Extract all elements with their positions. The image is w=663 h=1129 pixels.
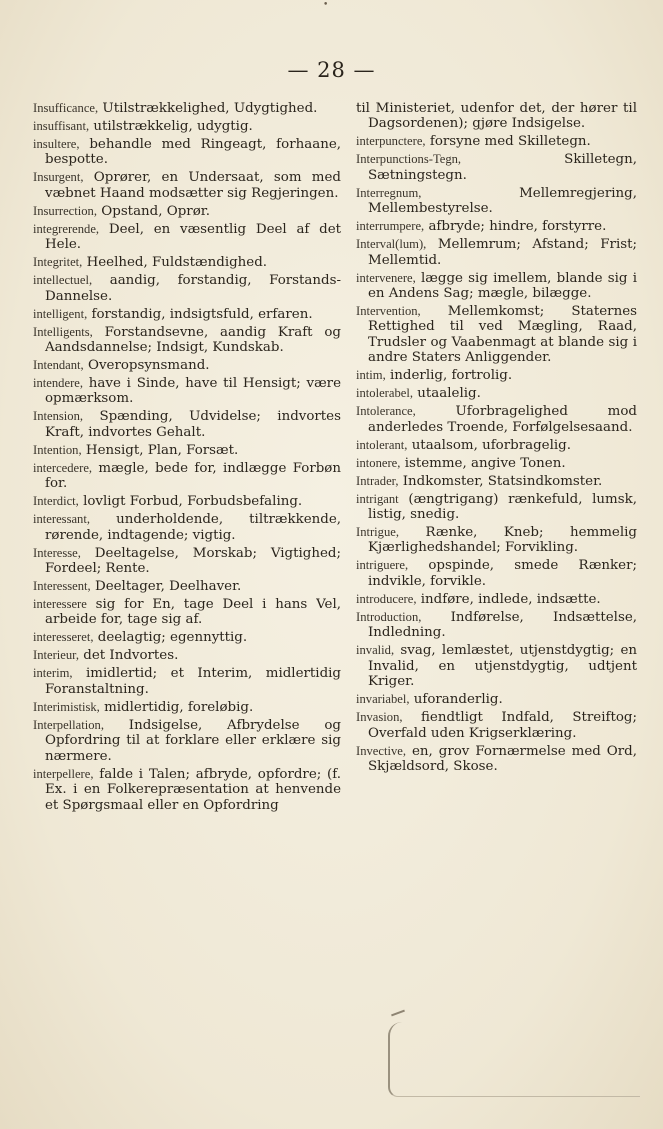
dictionary-entry xyxy=(33,461,341,492)
dictionary-entry xyxy=(356,186,637,217)
entry-definition: Mellemkomst; Staternes Rettighed til ved Mægling, Raad, Trudsler og Vaabenmagt at blande sig i andre Staters Anliggender. xyxy=(368,304,637,366)
entry-headword: intolerant, xyxy=(356,437,408,452)
entry-definition: istemme, angive Tonen. xyxy=(404,455,566,471)
dictionary-entry xyxy=(356,134,637,149)
dictionary-entry xyxy=(356,610,637,641)
entry-headword: Intrader, xyxy=(356,473,399,488)
entry-definition: Indførelse, Indsættelse, Indledning. xyxy=(368,609,637,641)
entry-headword: Intrigue, xyxy=(356,525,400,540)
left-column xyxy=(33,101,341,816)
dictionary-entry xyxy=(33,666,341,697)
entry-definition: sig for En, tage Deel i hans Vel, arbeide for, tage sig af. xyxy=(45,597,341,628)
entry-definition: (ængtrigang) rænkefuld, lumsk, listig, snedig. xyxy=(368,491,637,523)
dictionary-entry xyxy=(33,222,341,253)
entry-definition: utaalsom, uforbragelig. xyxy=(411,437,571,453)
dictionary-entry xyxy=(33,119,341,134)
entry-definition: mægle, bede for, indlægge Forbøn for. xyxy=(45,460,341,492)
dictionary-entry xyxy=(33,170,341,201)
entry-definition: Forstandsevne, aandig Kraft og Aandsdannelse; Indsigt, Kundskab. xyxy=(45,324,341,356)
entry-headword: Intelligents, xyxy=(33,324,93,339)
dictionary-entry xyxy=(33,137,341,168)
dictionary-entry xyxy=(33,630,341,645)
dictionary-entry xyxy=(356,271,637,302)
entry-headword: Intolerance, xyxy=(356,404,416,419)
dictionary-entry xyxy=(356,368,637,383)
entry-headword: interessere xyxy=(33,597,87,612)
entry-definition: Heelhed, Fuldstændighed. xyxy=(86,255,268,271)
dictionary-entry xyxy=(356,525,637,556)
dictionary-entry xyxy=(33,546,341,577)
entry-headword: Interimistisk, xyxy=(33,699,100,714)
entry-definition: det Indvortes. xyxy=(83,648,179,664)
dictionary-entry xyxy=(356,492,637,523)
dictionary-entry xyxy=(33,648,341,663)
entry-headword: invariabel, xyxy=(356,692,410,707)
dictionary-entry xyxy=(33,512,341,543)
entry-headword: Interieur, xyxy=(33,648,79,663)
entry-definition: en, grov Fornærmelse med Ord, Skjældsord, Skose. xyxy=(368,743,638,774)
entry-definition: behandle med Ringeagt, forhaane, bespotte. xyxy=(45,137,341,168)
entry-definition: Hensigt, Plan, Forsæt. xyxy=(85,442,239,458)
entry-definition: Uforbragelighed mod anderledes Troende, Forfølgelsesaand. xyxy=(368,404,637,435)
entry-headword: intonere, xyxy=(356,455,401,470)
dictionary-entry xyxy=(356,152,637,183)
dictionary-entry xyxy=(356,404,637,435)
entry-definition: Skilletegn, Sætningstegn. xyxy=(368,152,637,183)
dictionary-entry xyxy=(33,579,341,594)
entry-definition: lægge sig imellem, blande sig i en Andens Sag; mægle, bilægge. xyxy=(368,270,637,302)
entry-headword: intelligent, xyxy=(33,306,88,321)
dictionary-entry xyxy=(356,438,637,453)
entry-headword: Interdict, xyxy=(33,494,79,509)
entry-headword: Interpellation, xyxy=(33,717,104,732)
dictionary-entry xyxy=(33,255,341,270)
dictionary-entry xyxy=(356,474,637,489)
dictionary-entry xyxy=(33,307,341,322)
entry-headword: intim, xyxy=(356,368,386,383)
entry-headword: insuffisant, xyxy=(33,119,90,133)
entry-definition: deelagtig; egennyttig. xyxy=(97,630,248,646)
entry-definition: uforanderlig. xyxy=(413,692,503,708)
dictionary-entry xyxy=(356,237,637,268)
dictionary-entry xyxy=(356,558,637,589)
entry-definition: Utilstrækkelighed, Udygtighed. xyxy=(102,101,318,116)
dictionary-entry xyxy=(33,767,341,813)
entry-headword: intellectuel, xyxy=(33,273,93,288)
entry-definition: Mellemrum; Afstand; Frist; Mellemtid. xyxy=(368,237,637,268)
dictionary-entry xyxy=(356,219,637,234)
entry-definition: indføre, indlede, indsætte. xyxy=(420,591,601,607)
entry-headword: intercedere, xyxy=(33,460,93,475)
dictionary-entry xyxy=(356,592,637,607)
entry-definition: underholdende, tiltrækkende, rørende, indtagende; vigtig. xyxy=(45,512,341,543)
entry-definition: Indsigelse, Afbrydelse og Opfordring til at forklare eller erklære sig nærmere. xyxy=(45,717,341,764)
entry-headword: Interesse, xyxy=(33,545,81,560)
ink-bracket-mark xyxy=(388,1022,640,1097)
entry-headword: Intendant, xyxy=(33,358,84,373)
entry-headword: Invasion, xyxy=(356,710,403,725)
entry-headword: Intension, xyxy=(33,409,84,424)
entry-headword: Integritet, xyxy=(33,255,83,270)
entry-definition: afbryde; hindre, forstyrre. xyxy=(428,219,607,235)
entry-definition: have i Sinde, have til Hensigt; være opmærksom. xyxy=(45,376,341,407)
entry-headword: Insurgent, xyxy=(33,170,84,185)
entry-definition: Deeltager, Deelhaver. xyxy=(94,579,242,595)
entry-headword: Insufficance, xyxy=(33,101,99,115)
entry-definition: Spænding, Udvidelse; indvortes Kraft, indvortes Gehalt. xyxy=(45,409,341,440)
entry-headword: Interregnum, xyxy=(356,185,422,200)
dictionary-entry xyxy=(356,456,637,471)
entry-headword: Invective, xyxy=(356,743,406,758)
right-column xyxy=(356,101,637,777)
entry-definition: forsyne med Skilletegn. xyxy=(429,134,591,150)
entry-headword: interrumpere, xyxy=(356,219,425,234)
entry-headword: Intention, xyxy=(33,442,82,457)
entry-definition: imidlertid; et Interim, midlertidig Foranstaltning. xyxy=(45,666,341,697)
top-mark: • xyxy=(323,0,329,10)
entry-headword: insultere, xyxy=(33,137,80,151)
entry-definition: Deeltagelse, Morskab; Vigtighed; Fordeel; Rente. xyxy=(45,545,341,577)
dictionary-entry xyxy=(33,443,341,458)
page-number: — 28 — xyxy=(287,58,376,82)
entry-definition: Opstand, Oprør. xyxy=(101,203,210,219)
entry-headword: intriguere, xyxy=(356,558,409,573)
dictionary-entry xyxy=(33,358,341,373)
entry-headword: intendere, xyxy=(33,376,83,391)
dictionary-entry xyxy=(33,597,341,628)
dictionary-entry xyxy=(33,101,341,116)
dictionary-entry xyxy=(33,204,341,219)
entry-headword: intervenere, xyxy=(356,270,416,285)
dictionary-entry xyxy=(356,710,637,741)
dictionary-entry xyxy=(33,718,341,764)
bracket-tick-mark xyxy=(391,1010,405,1017)
dictionary-entry xyxy=(33,700,341,715)
entry-definition: svag, lemlæstet, utjenstdygtig; en Invalid, en utjenstdygtig, udtjent Kriger. xyxy=(368,643,637,690)
dictionary-entry xyxy=(33,273,341,304)
entry-definition: Rænke, Kneb; hemmelig Kjærlighedshandel; Forvikling. xyxy=(368,525,637,556)
entry-headword: interesseret, xyxy=(33,630,94,645)
entry-headword: interessant, xyxy=(33,512,91,527)
entry-definition: utilstrækkelig, udygtig. xyxy=(93,119,253,134)
entry-headword: Intervention, xyxy=(356,304,421,319)
dictionary-entry xyxy=(356,386,637,401)
dictionary-entry xyxy=(33,325,341,356)
entry-headword: introducere, xyxy=(356,591,417,606)
entry-definition: aandig, forstandig, Forstands-Dannelse. xyxy=(45,273,341,304)
entry-headword: intolerabel, xyxy=(356,386,413,401)
entry-headword: invalid, xyxy=(356,643,395,658)
entry-definition: opspinde, smede Rænker; indvikle, forvikle. xyxy=(368,558,637,589)
entry-headword: intrigant xyxy=(356,491,399,506)
entry-definition: Oprører, en Undersaat, som med væbnet Haand modsætter sig Regjeringen. xyxy=(45,170,341,201)
entry-definition: midlertidig, foreløbig. xyxy=(104,699,254,715)
entry-definition: Deel, en væsentlig Deel af det Hele. xyxy=(45,221,341,253)
entry-definition: Overopsynsmand. xyxy=(87,358,210,374)
entry-headword: Introduction, xyxy=(356,609,422,624)
entry-headword: interpunctere, xyxy=(356,134,426,149)
dictionary-entry xyxy=(356,692,637,707)
dictionary-entry xyxy=(356,643,637,689)
dictionary-entry xyxy=(356,101,637,132)
entry-definition: fiendtligt Indfald, Streiftog; Overfald uden Krigserklæring. xyxy=(368,710,637,741)
entry-definition: utaalelig. xyxy=(417,386,481,402)
entry-headword: Interval(lum), xyxy=(356,237,427,252)
entry-definition: Mellemregjering, Mellembestyrelse. xyxy=(368,185,637,217)
entry-headword: Interessent, xyxy=(33,579,91,594)
dictionary-entry xyxy=(33,409,341,440)
dictionary-entry xyxy=(33,494,341,509)
entry-definition: Indkomster, Statsindkomster. xyxy=(402,473,603,489)
entry-headword: Insurrection, xyxy=(33,203,97,218)
entry-headword: interim, xyxy=(33,666,73,681)
entry-headword: integrerende, xyxy=(33,221,100,236)
entry-definition: inderlig, fortrolig. xyxy=(390,368,513,384)
dictionary-entry xyxy=(356,304,637,366)
dictionary-entry xyxy=(33,376,341,407)
entry-definition: falde i Talen; afbryde, opfordre; (f. Ex. i en Folkerepræsentation at henvende et Spørgsmaal eller en Opfordring xyxy=(45,766,341,813)
dictionary-entry xyxy=(356,744,637,775)
entry-headword: Interpunctions-Tegn, xyxy=(356,152,462,167)
entry-definition: forstandig, indsigtsfuld, erfaren. xyxy=(91,306,313,322)
entry-definition: lovligt Forbud, Forbudsbefaling. xyxy=(83,494,303,510)
entry-definition: til Ministeriet, udenfor det, der hører til Dagsordenen); gjøre Indsigelse. xyxy=(356,101,637,132)
entry-headword: interpellere, xyxy=(33,766,94,781)
